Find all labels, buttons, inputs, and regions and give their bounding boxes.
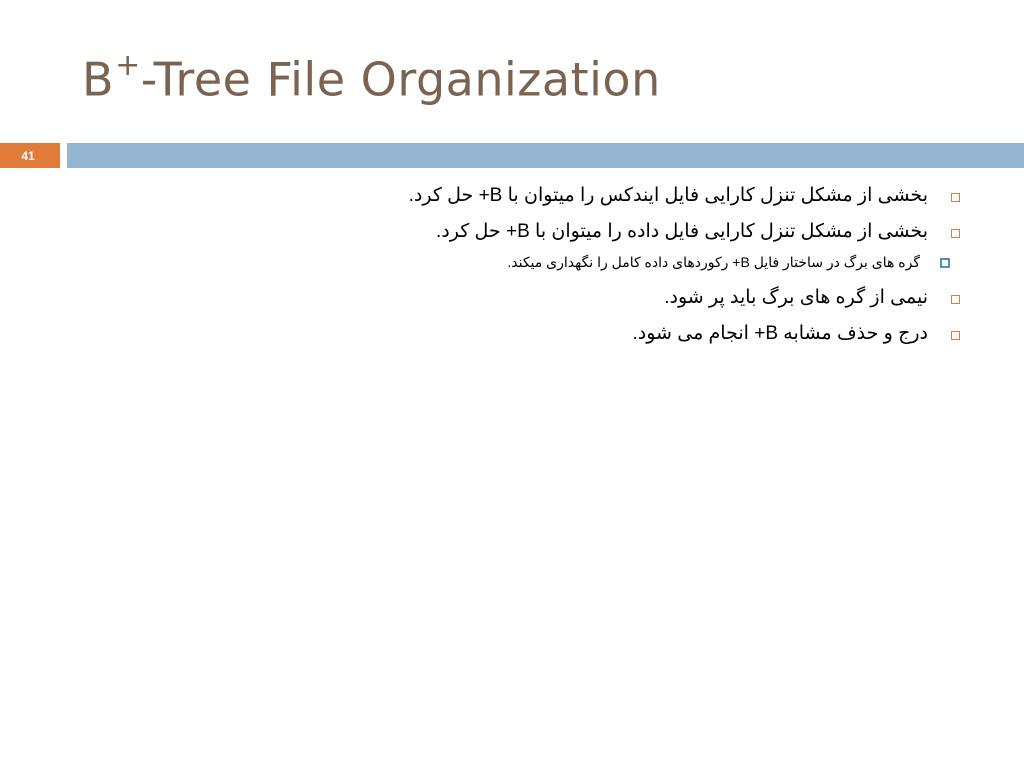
hollow-square-bullet-icon xyxy=(951,229,960,238)
title-main: -Tree File Organization xyxy=(140,52,661,107)
bullet-text: درج و حذف مشابه B+ انجام می شود. xyxy=(632,323,928,344)
bullet-text: نیمی از گره های برگ باید پر شود. xyxy=(664,287,928,308)
sub-bullet-text: گره های برگ در ساختار فایل B+ رکوردهای داده کامل را نگهداری میکند. xyxy=(507,254,920,270)
title-superscript: + xyxy=(115,48,141,83)
hollow-square-bullet-icon xyxy=(951,295,960,304)
hollow-square-bullet-icon xyxy=(951,331,960,340)
slide-number: 41 xyxy=(21,148,35,163)
bullet-item xyxy=(228,280,928,316)
slide-number-badge xyxy=(0,143,60,168)
hollow-square-bullet-icon xyxy=(951,193,960,202)
blue-square-bullet-icon xyxy=(940,258,950,268)
bullet-text: بخشی از مشکل تنزل کارایی فایل ایندکس را میتوان با B+ حل کرد. xyxy=(408,185,928,206)
bullet-item xyxy=(228,214,928,250)
bullet-item xyxy=(228,316,928,352)
header-divider-band xyxy=(67,143,1024,168)
bullet-item xyxy=(228,178,928,214)
slide-title xyxy=(82,48,661,107)
title-prefix: B xyxy=(82,52,115,107)
bullet-list xyxy=(228,178,928,352)
sub-bullet-item xyxy=(228,250,920,276)
bullet-text: بخشی از مشکل تنزل کارایی فایل داده را میتوان با B+ حل کرد. xyxy=(436,221,928,242)
